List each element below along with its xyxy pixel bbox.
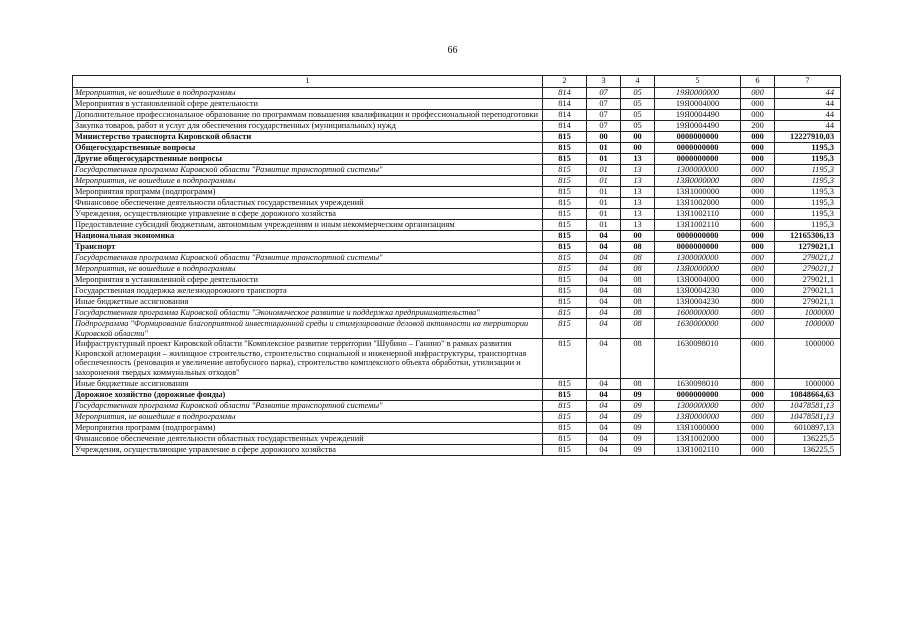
col-name: Мероприятия программ (подпрограмм): [73, 187, 543, 198]
col-subsection: 05: [621, 99, 655, 110]
col-name: Подпрограмма "Формирование благоприятной инвестиционной среды и стимулирование деловой активности на территории Кировской области": [73, 319, 543, 339]
col-name: Мероприятия программ (подпрограмм): [73, 422, 543, 433]
col-target-article: 13Я0004000: [655, 275, 741, 286]
col-ministry: 815: [543, 378, 587, 389]
col-ministry: 814: [543, 88, 587, 99]
col-ministry: 815: [543, 187, 587, 198]
col-expense-type: 000: [741, 339, 775, 378]
col-section: 01: [587, 209, 621, 220]
col-target-article: 0000000000: [655, 132, 741, 143]
col-section: 01: [587, 165, 621, 176]
col-ministry: 815: [543, 253, 587, 264]
col-target-article: 13Я0000000: [655, 176, 741, 187]
col-subsection: 08: [621, 264, 655, 275]
col-name: Государственная программа Кировской области "Развитие транспортной системы": [73, 165, 543, 176]
col-target-article: 1630098010: [655, 378, 741, 389]
col-expense-type: 000: [741, 319, 775, 339]
table-row: [73, 88, 841, 99]
col-ministry: 815: [543, 132, 587, 143]
col-expense-type: 000: [741, 110, 775, 121]
col-target-article: 13Я1002110: [655, 220, 741, 231]
col-ministry: 815: [543, 176, 587, 187]
col-expense-type: 000: [741, 433, 775, 444]
col-subsection: 13: [621, 198, 655, 209]
col-target-article: 0000000000: [655, 389, 741, 400]
col-section: 04: [587, 444, 621, 455]
table-row: [73, 411, 841, 422]
col-section: 07: [587, 110, 621, 121]
col-target-article: 19Я0004490: [655, 121, 741, 132]
col-name: Мероприятия в установленной сфере деятельности: [73, 99, 543, 110]
col-expense-type: 000: [741, 253, 775, 264]
col-ministry: 815: [543, 275, 587, 286]
table-row: [73, 378, 841, 389]
table-row: [73, 176, 841, 187]
table-row: [73, 253, 841, 264]
col-ministry: 814: [543, 121, 587, 132]
col-amount: 44: [775, 121, 841, 132]
table-row: [73, 99, 841, 110]
col-target-article: 1630000000: [655, 319, 741, 339]
col-ministry: 815: [543, 444, 587, 455]
col-subsection: 08: [621, 242, 655, 253]
col-section: 01: [587, 220, 621, 231]
table-row: [73, 319, 841, 339]
col-amount: 1000000: [775, 378, 841, 389]
col-subsection: 09: [621, 422, 655, 433]
col-amount: 12227910,03: [775, 132, 841, 143]
col-section: 01: [587, 143, 621, 154]
col-target-article: 1300000000: [655, 165, 741, 176]
col-ministry: 815: [543, 198, 587, 209]
col-amount: 44: [775, 99, 841, 110]
table-row: [73, 286, 841, 297]
col-ministry: 815: [543, 319, 587, 339]
col-amount: 279021,1: [775, 275, 841, 286]
col-target-article: 19Я0004000: [655, 99, 741, 110]
col-target-article: 1300000000: [655, 253, 741, 264]
col-amount: 136225,5: [775, 433, 841, 444]
column-header-1: 1: [73, 76, 543, 88]
table-row: [73, 242, 841, 253]
col-section: 04: [587, 433, 621, 444]
col-expense-type: 000: [741, 275, 775, 286]
col-name: Дорожное хозяйство (дорожные фонды): [73, 389, 543, 400]
col-section: 04: [587, 242, 621, 253]
col-ministry: 815: [543, 339, 587, 378]
col-name: Общегосударственные вопросы: [73, 143, 543, 154]
col-amount: 1279021,1: [775, 242, 841, 253]
page-number: 66: [447, 45, 458, 56]
table-row: [73, 209, 841, 220]
col-ministry: 815: [543, 264, 587, 275]
col-section: 04: [587, 275, 621, 286]
table-row: [73, 297, 841, 308]
col-target-article: 0000000000: [655, 242, 741, 253]
col-name: Инфраструктурный проект Кировской области "Комплексное развитие территории "Шубино – Ганино" в рамках развития Кировской агломерации – жилищное строительство, строительство социальной и инженерной инфраструктуры, транспортная обеспеченность (реновация и увеличение автобусного парка), строительство комплексного объекта обработки, утилизации и захоронения твердых коммунальных отходов": [73, 339, 543, 378]
col-name: Государственная программа Кировской области "Экономическое развитие и поддержка предпринимательства": [73, 308, 543, 319]
column-header-2: 2: [543, 76, 587, 88]
col-subsection: 09: [621, 400, 655, 411]
table-row: [73, 154, 841, 165]
col-name: Учреждения, осуществляющие управление в сфере дорожного хозяйства: [73, 209, 543, 220]
col-expense-type: 800: [741, 378, 775, 389]
col-ministry: 814: [543, 99, 587, 110]
col-name: Финансовое обеспечение деятельности областных государственных учреждений: [73, 198, 543, 209]
col-subsection: 09: [621, 444, 655, 455]
table-row: [73, 275, 841, 286]
col-section: 04: [587, 297, 621, 308]
col-ministry: 815: [543, 422, 587, 433]
col-target-article: 0000000000: [655, 231, 741, 242]
col-section: 04: [587, 411, 621, 422]
col-expense-type: 000: [741, 242, 775, 253]
col-ministry: 815: [543, 400, 587, 411]
table-header-row: [73, 76, 841, 88]
col-amount: 1195,3: [775, 165, 841, 176]
col-subsection: 00: [621, 132, 655, 143]
col-subsection: 08: [621, 339, 655, 378]
col-subsection: 13: [621, 165, 655, 176]
col-ministry: 815: [543, 242, 587, 253]
col-section: 04: [587, 378, 621, 389]
col-amount: 1195,3: [775, 176, 841, 187]
col-expense-type: 000: [741, 444, 775, 455]
col-subsection: 00: [621, 231, 655, 242]
col-expense-type: 000: [741, 389, 775, 400]
col-amount: 279021,1: [775, 264, 841, 275]
col-section: 07: [587, 99, 621, 110]
col-expense-type: 200: [741, 121, 775, 132]
col-amount: 1195,3: [775, 154, 841, 165]
col-amount: 1195,3: [775, 209, 841, 220]
col-amount: 1195,3: [775, 220, 841, 231]
col-section: 04: [587, 400, 621, 411]
col-expense-type: 000: [741, 209, 775, 220]
col-section: 07: [587, 88, 621, 99]
col-target-article: 13Я1002110: [655, 209, 741, 220]
table-row: [73, 389, 841, 400]
col-subsection: 05: [621, 110, 655, 121]
table-row: [73, 400, 841, 411]
col-target-article: 13Я0000000: [655, 264, 741, 275]
col-section: 04: [587, 308, 621, 319]
col-name: Иные бюджетные ассигнования: [73, 297, 543, 308]
col-amount: 279021,1: [775, 286, 841, 297]
col-ministry: 815: [543, 165, 587, 176]
col-section: 04: [587, 253, 621, 264]
col-subsection: 08: [621, 308, 655, 319]
col-expense-type: 000: [741, 264, 775, 275]
col-expense-type: 000: [741, 132, 775, 143]
col-name: Мероприятия, не вошедшие в подпрограммы: [73, 88, 543, 99]
col-name: Учреждения, осуществляющие управление в сфере дорожного хозяйства: [73, 444, 543, 455]
column-header-4: 4: [621, 76, 655, 88]
col-target-article: 1300000000: [655, 400, 741, 411]
col-target-article: 19Я0004490: [655, 110, 741, 121]
col-subsection: 13: [621, 154, 655, 165]
col-name: Мероприятия, не вошедшие в подпрограммы: [73, 176, 543, 187]
table-row: [73, 264, 841, 275]
col-target-article: 13Я1002000: [655, 433, 741, 444]
col-name: Предоставление субсидий бюджетным, автономным учреждениям и иным некоммерческим организациям: [73, 220, 543, 231]
col-expense-type: 000: [741, 143, 775, 154]
col-subsection: 13: [621, 220, 655, 231]
col-amount: 136225,5: [775, 444, 841, 455]
col-target-article: 13Я0004230: [655, 286, 741, 297]
col-target-article: 13Я1002110: [655, 444, 741, 455]
table-row: [73, 165, 841, 176]
col-amount: 44: [775, 88, 841, 99]
col-ministry: 815: [543, 143, 587, 154]
col-ministry: 815: [543, 209, 587, 220]
col-ministry: 815: [543, 433, 587, 444]
col-expense-type: 000: [741, 231, 775, 242]
col-name: Государственная поддержка железнодорожного транспорта: [73, 286, 543, 297]
col-amount: 12165306,13: [775, 231, 841, 242]
col-section: 04: [587, 286, 621, 297]
col-section: 01: [587, 198, 621, 209]
col-expense-type: 800: [741, 297, 775, 308]
col-name: Министерство транспорта Кировской области: [73, 132, 543, 143]
budget-table: [72, 75, 841, 456]
col-amount: 1195,3: [775, 143, 841, 154]
col-name: Транспорт: [73, 242, 543, 253]
col-expense-type: 000: [741, 286, 775, 297]
table-row: [73, 198, 841, 209]
col-expense-type: 000: [741, 198, 775, 209]
table-row: [73, 422, 841, 433]
col-name: Мероприятия, не вошедшие в подпрограммы: [73, 411, 543, 422]
col-section: 04: [587, 264, 621, 275]
table-row: [73, 220, 841, 231]
col-name: Мероприятия, не вошедшие в подпрограммы: [73, 264, 543, 275]
col-name: Государственная программа Кировской области "Развитие транспортной системы": [73, 253, 543, 264]
table-row: [73, 433, 841, 444]
table-row: [73, 308, 841, 319]
col-ministry: 815: [543, 154, 587, 165]
col-amount: 10478581,13: [775, 400, 841, 411]
col-amount: 6010897,13: [775, 422, 841, 433]
col-ministry: 815: [543, 297, 587, 308]
table-row: [73, 132, 841, 143]
col-target-article: 13Я0004230: [655, 297, 741, 308]
table-row: [73, 143, 841, 154]
col-target-article: 13Я0000000: [655, 411, 741, 422]
col-ministry: 815: [543, 389, 587, 400]
col-target-article: 0000000000: [655, 143, 741, 154]
col-expense-type: 600: [741, 220, 775, 231]
table-row: [73, 121, 841, 132]
col-amount: 1000000: [775, 308, 841, 319]
table-row: [73, 110, 841, 121]
col-subsection: 08: [621, 275, 655, 286]
col-ministry: 815: [543, 308, 587, 319]
col-subsection: 08: [621, 378, 655, 389]
col-amount: 10478581,13: [775, 411, 841, 422]
col-section: 04: [587, 231, 621, 242]
column-header-6: 6: [741, 76, 775, 88]
col-expense-type: 000: [741, 99, 775, 110]
column-header-5: 5: [655, 76, 741, 88]
col-name: Финансовое обеспечение деятельности областных государственных учреждений: [73, 433, 543, 444]
col-name: Другие общегосударственные вопросы: [73, 154, 543, 165]
col-amount: 1195,3: [775, 187, 841, 198]
col-name: Государственная программа Кировской области "Развитие транспортной системы": [73, 400, 543, 411]
col-section: 01: [587, 176, 621, 187]
col-expense-type: 000: [741, 422, 775, 433]
col-subsection: 13: [621, 176, 655, 187]
col-name: Дополнительное профессиональное образование по программам повышения квалификации и профессиональной переподготовки: [73, 110, 543, 121]
col-target-article: 1600000000: [655, 308, 741, 319]
col-subsection: 13: [621, 187, 655, 198]
col-amount: 1000000: [775, 339, 841, 378]
col-subsection: 08: [621, 297, 655, 308]
col-expense-type: 000: [741, 88, 775, 99]
col-ministry: 815: [543, 286, 587, 297]
col-target-article: 13Я1002000: [655, 198, 741, 209]
col-name: Национальная экономика: [73, 231, 543, 242]
col-section: 07: [587, 121, 621, 132]
col-subsection: 09: [621, 433, 655, 444]
col-section: 04: [587, 339, 621, 378]
col-subsection: 09: [621, 389, 655, 400]
col-ministry: 815: [543, 220, 587, 231]
col-expense-type: 000: [741, 308, 775, 319]
col-subsection: 08: [621, 319, 655, 339]
col-ministry: 815: [543, 231, 587, 242]
table-row: [73, 339, 841, 378]
col-amount: 1000000: [775, 319, 841, 339]
col-subsection: 09: [621, 411, 655, 422]
col-expense-type: 000: [741, 165, 775, 176]
col-target-article: 1630098010: [655, 339, 741, 378]
col-section: 01: [587, 187, 621, 198]
col-name: Иные бюджетные ассигнования: [73, 378, 543, 389]
col-name: Мероприятия в установленной сфере деятельности: [73, 275, 543, 286]
col-section: 04: [587, 389, 621, 400]
col-subsection: 08: [621, 253, 655, 264]
col-section: 04: [587, 319, 621, 339]
col-expense-type: 000: [741, 187, 775, 198]
table-row: [73, 231, 841, 242]
col-section: 04: [587, 422, 621, 433]
col-amount: 10848664,63: [775, 389, 841, 400]
col-subsection: 00: [621, 143, 655, 154]
col-expense-type: 000: [741, 400, 775, 411]
col-target-article: 13Я1000000: [655, 187, 741, 198]
col-section: 00: [587, 132, 621, 143]
col-ministry: 815: [543, 411, 587, 422]
table-row: [73, 444, 841, 455]
col-target-article: 0000000000: [655, 154, 741, 165]
col-expense-type: 000: [741, 411, 775, 422]
col-target-article: 19Я0000000: [655, 88, 741, 99]
col-section: 01: [587, 154, 621, 165]
col-expense-type: 000: [741, 176, 775, 187]
col-amount: 279021,1: [775, 253, 841, 264]
col-target-article: 13Я1000000: [655, 422, 741, 433]
col-amount: 44: [775, 110, 841, 121]
column-header-3: 3: [587, 76, 621, 88]
column-header-7: 7: [775, 76, 841, 88]
col-name: Закупка товаров, работ и услуг для обеспечения государственных (муниципальных) нужд: [73, 121, 543, 132]
col-expense-type: 000: [741, 154, 775, 165]
col-subsection: 13: [621, 209, 655, 220]
col-subsection: 08: [621, 286, 655, 297]
col-amount: 1195,3: [775, 198, 841, 209]
col-ministry: 814: [543, 110, 587, 121]
col-subsection: 05: [621, 88, 655, 99]
col-subsection: 05: [621, 121, 655, 132]
table-row: [73, 187, 841, 198]
col-amount: 279021,1: [775, 297, 841, 308]
